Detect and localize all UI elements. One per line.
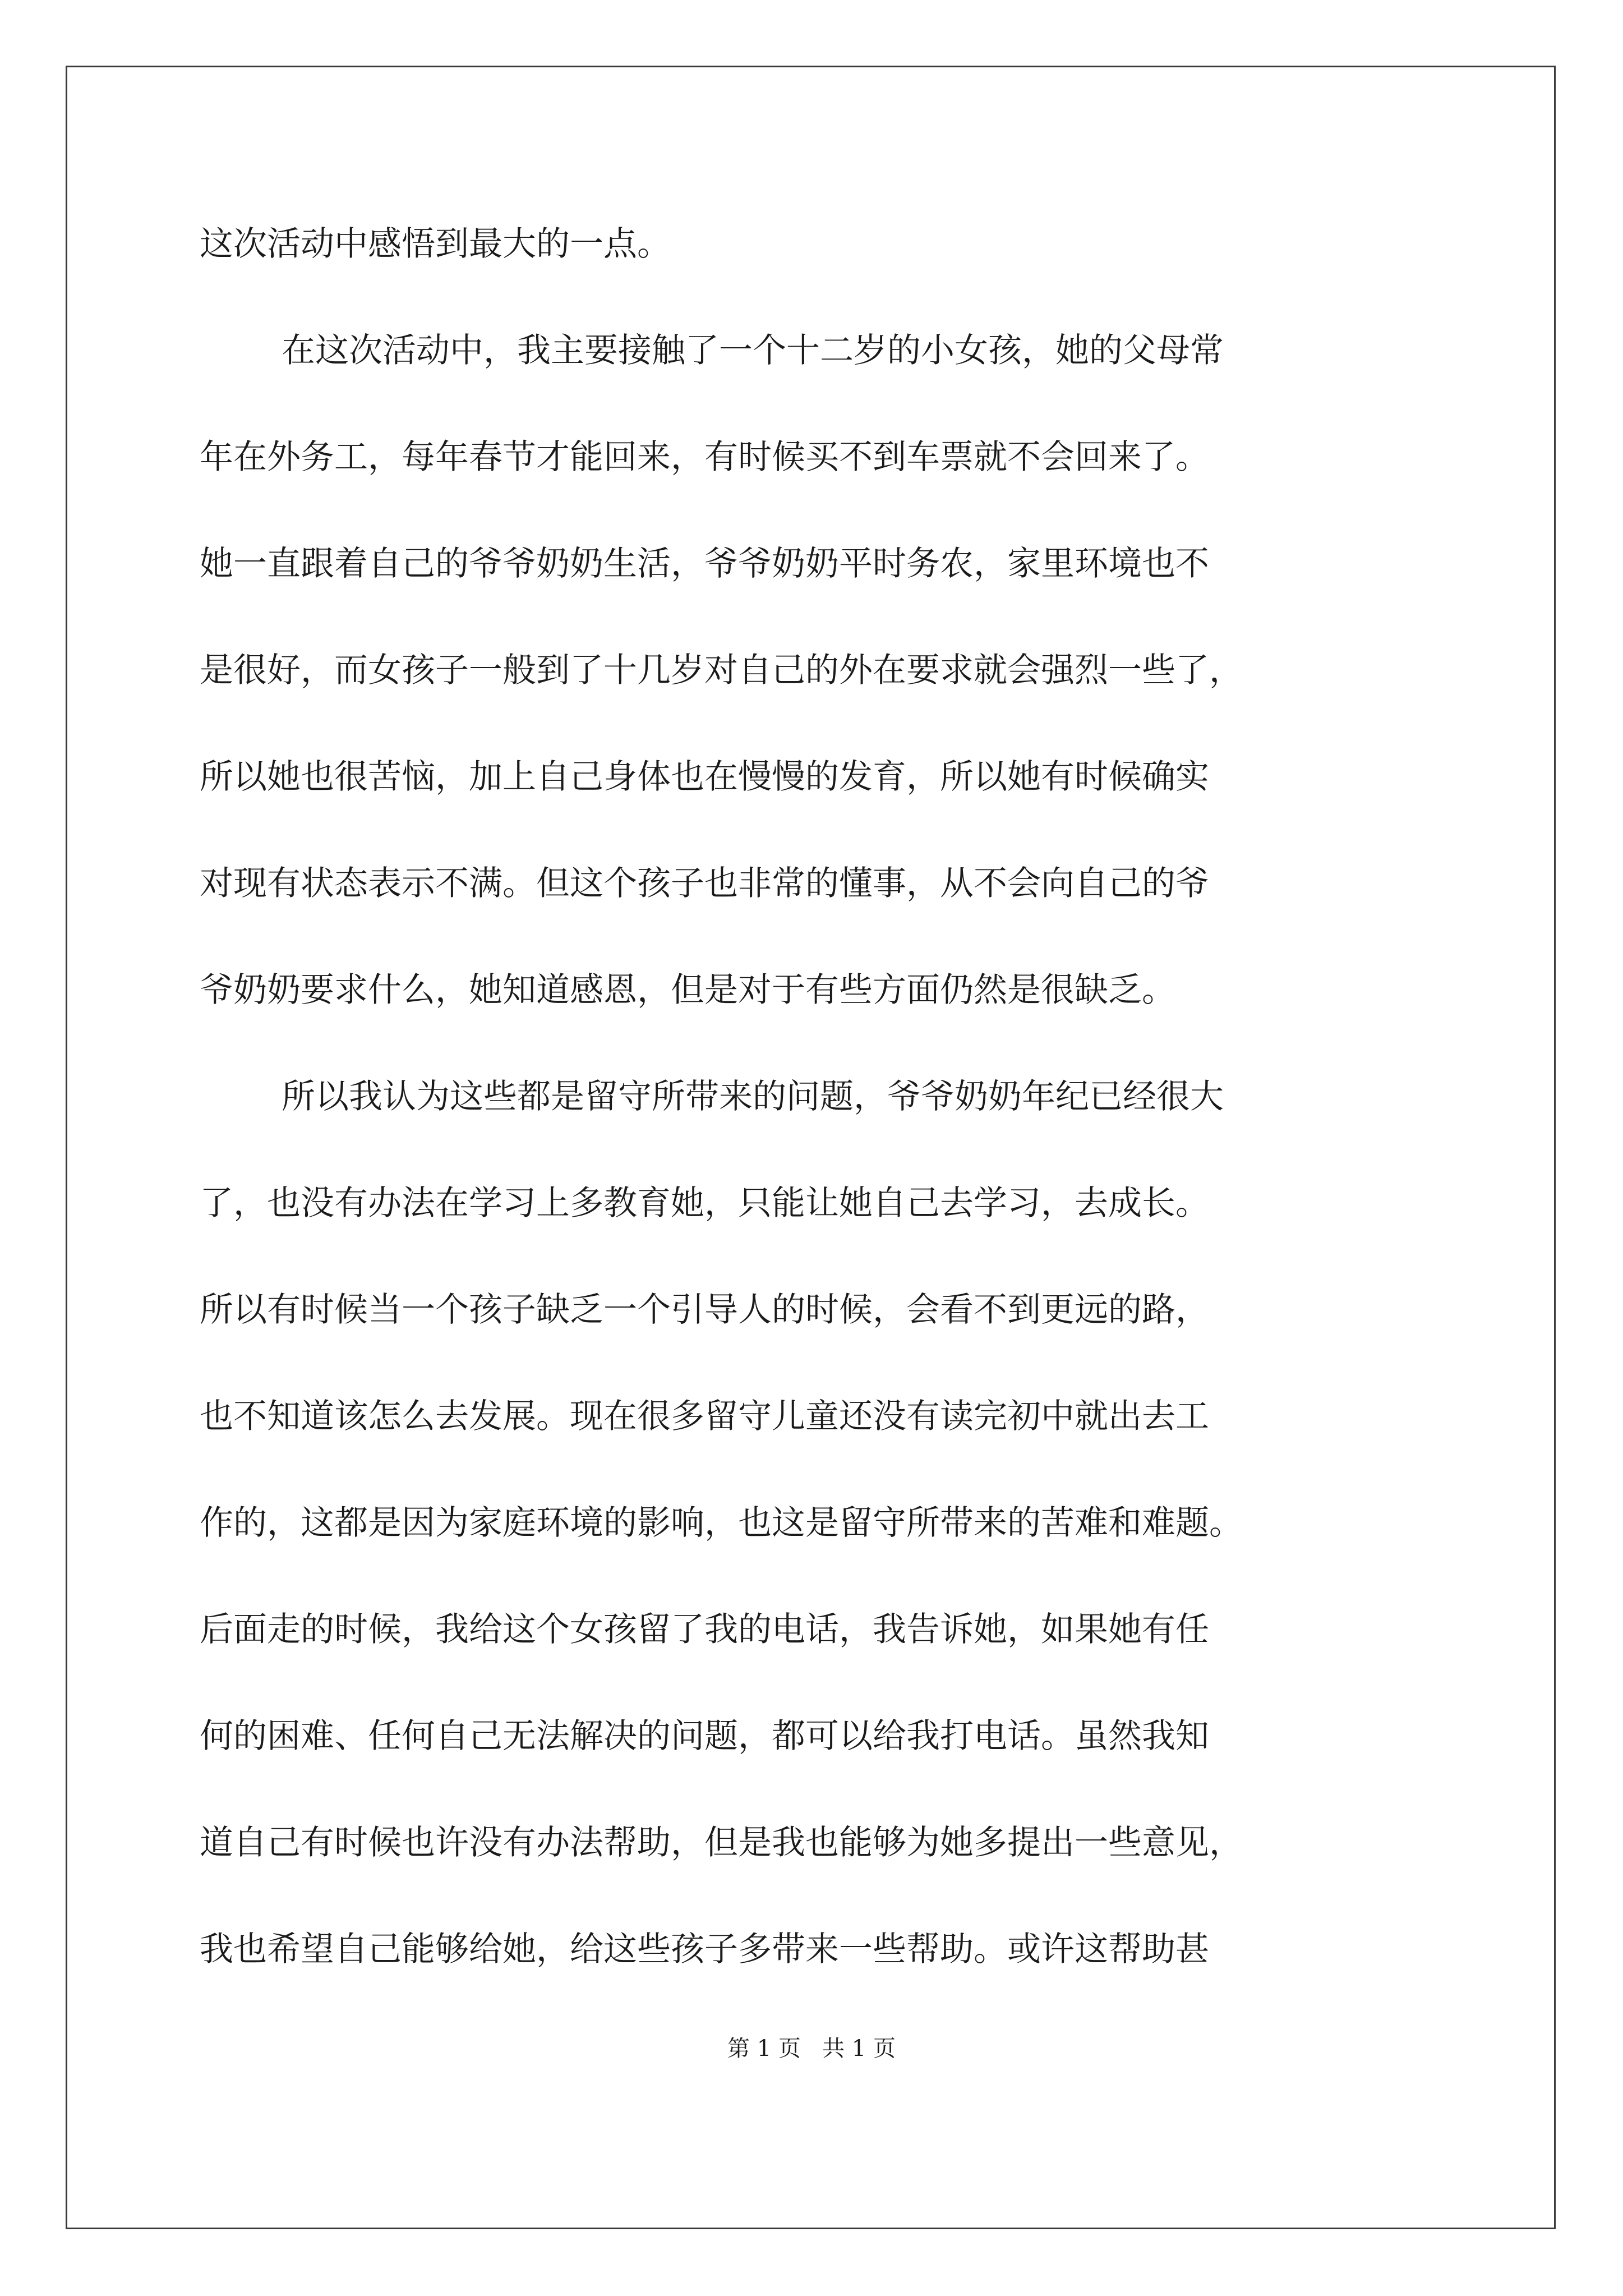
text-line: 这次活动中感悟到最大的一点。: [200, 224, 671, 264]
text-line: 也不知道该怎么去发展。现在很多留守儿童还没有读完初中就出去工: [200, 1397, 1209, 1436]
text-line: 对现有状态表示不满。但这个孩子也非常的懂事，从不会向自己的爷: [200, 864, 1209, 903]
text-line: 年在外务工，每年春节才能回来，有时候买不到车票就不会回来了。: [200, 438, 1209, 477]
text-line: 何的困难、任何自己无法解决的问题，都可以给我打电话。虽然我知: [200, 1717, 1209, 1756]
text-line: 后面走的时候，我给这个女孩留了我的电话，我告诉她，如果她有任: [200, 1610, 1209, 1649]
text-line: 爷奶奶要求什么，她知道感恩，但是对于有些方面仍然是很缺乏。: [200, 970, 1175, 1010]
text-line: 所以有时候当一个孩子缺乏一个引导人的时候，会看不到更远的路，: [200, 1290, 1209, 1329]
paragraph-start-line: 在这次活动中，我主要接触了一个十二岁的小女孩，她的父母常: [282, 331, 1224, 370]
text-line: 道自己有时候也许没有办法帮助，但是我也能够为她多提出一些意见，: [200, 1823, 1243, 1862]
text-line: 她一直跟着自己的爷爷奶奶生活，爷爷奶奶平时务农，家里环境也不: [200, 544, 1209, 583]
text-line: 我也希望自己能够给她，给这些孩子多带来一些帮助。或许这帮助甚: [200, 1930, 1209, 1969]
text-line: 作的，这都是因为家庭环境的影响，也这是留守所带来的苦难和难题。: [200, 1503, 1243, 1543]
text-line: 了，也没有办法在学习上多教育她，只能让她自己去学习，去成长。: [200, 1184, 1209, 1223]
text-line: 所以她也很苦恼，加上自己身体也在慢慢的发育，所以她有时候确实: [200, 757, 1209, 797]
page-border: [66, 66, 1556, 2229]
page-number-footer: 第 1 页 共 1 页: [727, 2036, 896, 2062]
text-line: 是很好，而女孩子一般到了十几岁对自己的外在要求就会强烈一些了，: [200, 651, 1243, 690]
paragraph-start-line: 所以我认为这些都是留守所带来的问题，爷爷奶奶年纪已经很大: [282, 1077, 1224, 1116]
